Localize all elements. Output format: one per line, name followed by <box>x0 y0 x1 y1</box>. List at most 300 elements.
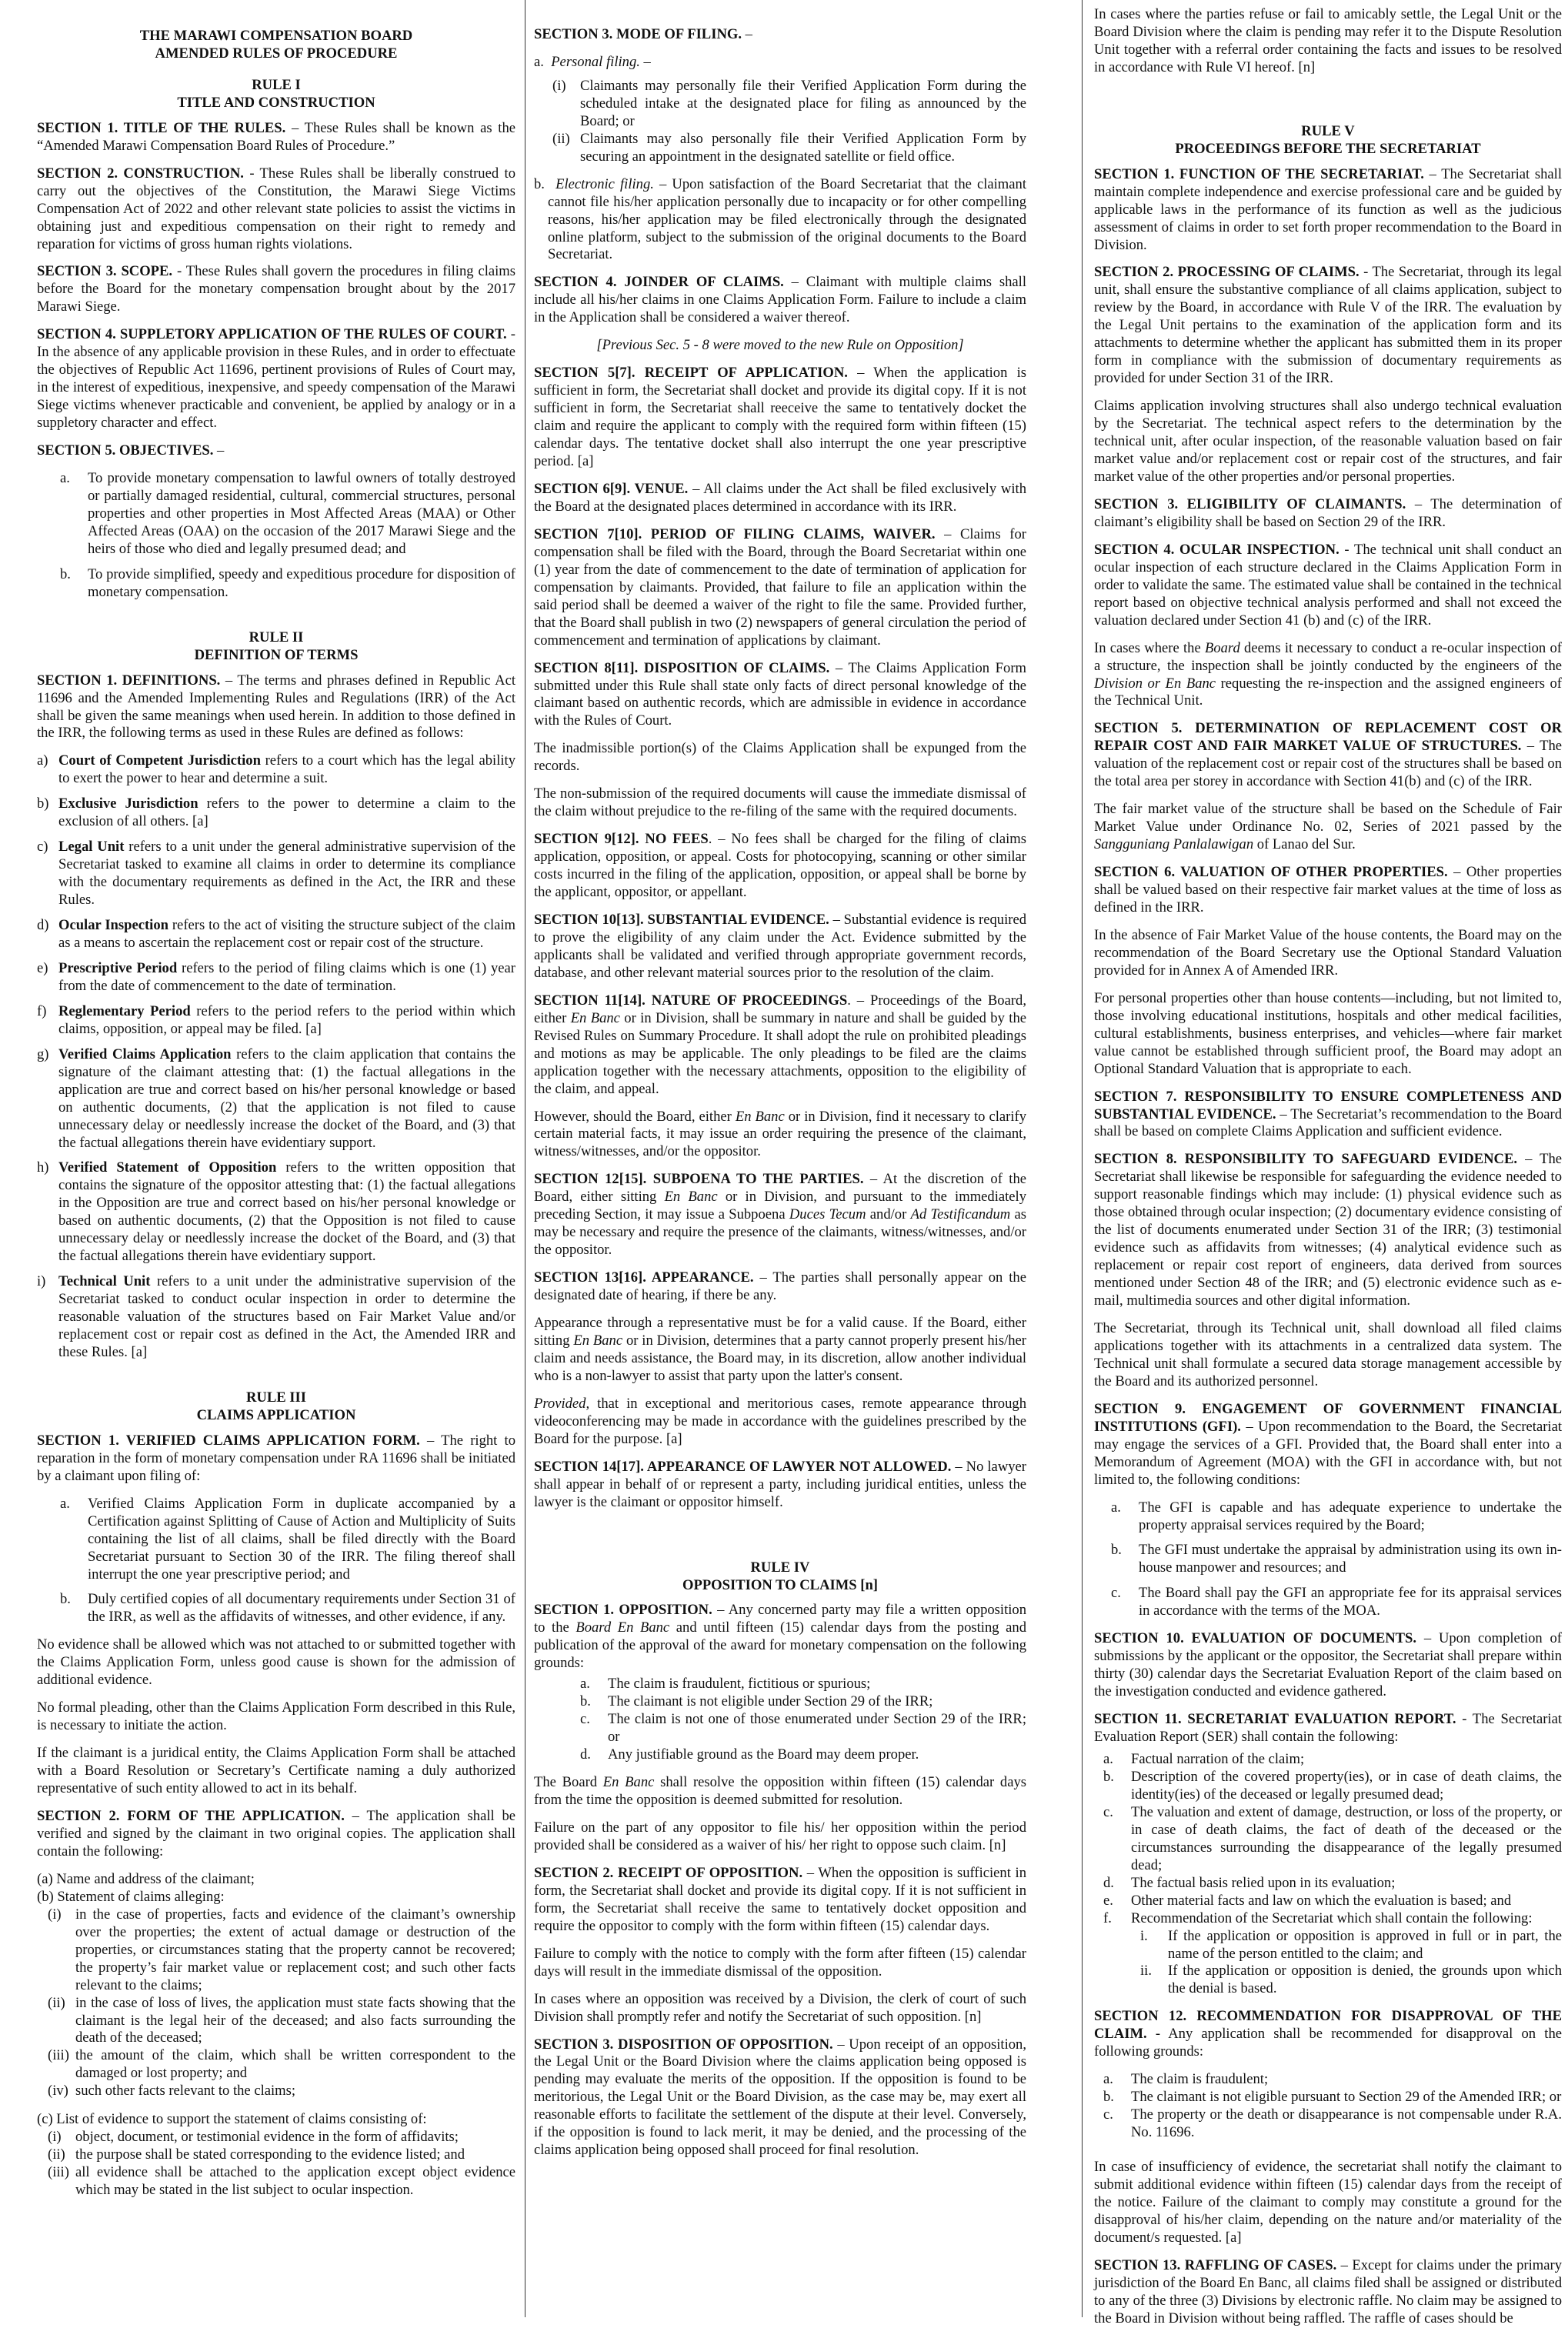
section-title: SECTION 12. RECOMMENDATION FOR DISAPPROVAL OF THE CLAIM. <box>1094 2008 1562 2043</box>
list-item-text: Description of the covered property(ies), or in case of death claims, the identity(ies) of the deceased or legally presumed dead; <box>1131 1768 1562 1803</box>
paragraph-text: of Lanao del Sur. <box>1253 836 1356 853</box>
list-marker: c) <box>37 839 48 855</box>
section-title: SECTION 2. CONSTRUCTION. <box>37 165 244 182</box>
section-body: – The right to reparation in the form of monetary compensation under RA 11696 shall be initiated by a claimant upon filing of: <box>37 1432 515 1484</box>
list-item-text: all evidence shall be attached to the application except object evidence which may be stated in the list subject to ocular inspection. <box>75 2164 515 2199</box>
section-body: - The technical unit shall conduct an ocular inspection of each structure declared in the Claims Application Form in order to validate the same. The estimated value shall be contained in the technical report based on objective technical analysis performed and shall not exceed the valuation declared under Section 41 (b) and (c) of the IRR. <box>1094 541 1562 629</box>
list-marker: (ii) <box>552 130 570 147</box>
section-title: SECTION 8[11]. DISPOSITION OF CLAIMS. <box>534 659 830 676</box>
italic-term: En Banc <box>735 1108 785 1125</box>
list-item: a. Verified Claims Application Form in duplicate accompanied by a Certification against Splitting of Cause of Action and Multiplicity of Suits containing the list of all claims, shall be filed directly with the Board Secretariat pursuant to Section 30 of the IRR. The filing thereof shall interrupt the one year prescriptive period; and <box>60 1495 515 1583</box>
rule1-section-2 <box>37 165 515 254</box>
section-body: – The Secretariat’s recommendation to the Board shall be based on complete Claims Application and sufficient evidence. <box>1094 1106 1563 1140</box>
section-body: – At the discretion of the Board, either sitting <box>534 1171 1026 1206</box>
section-body: - The Secretariat Evaluation Report (SER) shall contain the following: <box>1094 1711 1562 1746</box>
section-title: SECTION 3. SCOPE. <box>37 263 173 280</box>
rule3-section-4 <box>534 274 1026 327</box>
italic-term: Duces Tecum <box>789 1206 866 1223</box>
rule5-section-11 <box>1094 1711 1562 1746</box>
section-body: or in Division, shall be summary in nature and shall be guided by the Revised Rules on Summary Procedure. It shall adopt the rule on prohibited pleadings and motions as may be applicable. The only pleadings to be filed are the claims application together with the necessary attachments, opposition to the eligibility of the claim, and appeal. <box>534 1009 1026 1097</box>
paragraph <box>534 1774 1026 1809</box>
personal-filing: a. Personal filing. – <box>534 53 651 70</box>
section-title: SECTION 11. SECRETARIAT EVALUATION REPORT. <box>1094 1711 1456 1728</box>
rule1-section-4 <box>37 326 515 432</box>
list-item-text: The claim is fraudulent, fictitious or spurious; <box>608 1676 871 1693</box>
section-body: and/or <box>866 1206 911 1223</box>
rule-number: RULE III <box>245 1389 307 1406</box>
section-title: SECTION 1. DEFINITIONS. <box>37 672 221 689</box>
list-marker: b. <box>1103 1768 1114 1785</box>
paragraph-text: that in exceptional and meritorious cases, remote appearance through videoconferencing may be made in accordance with the guidelines prescribed by the Board for the purpose. [a] <box>534 1395 1026 1447</box>
section-title: SECTION 9. ENGAGEMENT OF GOVERNMENT FINANCIAL INSTITUTIONS (GFI). <box>1094 1400 1562 1435</box>
list-item <box>48 1906 515 1995</box>
rule3-section-5 <box>534 365 1026 471</box>
section-title: SECTION 10[13]. SUBSTANTIAL EVIDENCE. <box>534 911 829 928</box>
list-item <box>48 2047 515 2083</box>
paragraph-text: requesting the re-inspection and the assigned engineers of the Technical Unit. <box>1094 675 1562 709</box>
list-item <box>37 795 515 831</box>
list-marker: e) <box>37 959 48 976</box>
rule-5-heading <box>1094 123 1562 158</box>
list-item <box>1140 1963 1562 1998</box>
paragraph <box>1094 640 1562 711</box>
list-item <box>37 839 515 909</box>
ser-contents-list <box>1103 1751 1562 1928</box>
paragraph: In case of insufficiency of evidence, the secretariat shall notify the claimant to submit additional evidence within fifteen (15) calendar days from the receipt of the notice. Failure of the claimant to comply may constitute a ground for the disapproval of his/her claim, depending on the nature and/or materiality of the document/s requested. [a] <box>1094 2159 1562 2246</box>
section-body: – The Secretariat shall likewise be responsible for safeguarding the evidence needed to support reasonable findings which may include: (1) physical evidence such as those obtained through ocular inspection; (2) documentary evidence consisting of the list of documents enumerated under Section 31 of the IRR; (3) testimonial evidence such as affidavits from witnesses; (4) analytical evidence such as replacement or repair cost report of engineers, data derived from sources mentioned under Section 48 of the IRR; and (5) electronic evidence such as e-mail, multimedia sources and other digital information. <box>1094 1151 1562 1309</box>
rule-title: DEFINITION OF TERMS <box>194 646 359 663</box>
section-title: SECTION 9[12]. NO FEES <box>534 831 709 848</box>
section-body: – The parties shall personally appear on the designated date of hearing, if there be any. <box>534 1269 1026 1304</box>
rule-title: PROCEEDINGS BEFORE THE SECRETARIAT <box>1175 140 1481 157</box>
rule5-section-2 <box>1094 264 1562 388</box>
section-title: SECTION 4. OCULAR INSPECTION. <box>1094 541 1339 558</box>
list-marker: i. <box>1140 1927 1148 1944</box>
list-item <box>552 131 1026 166</box>
section-body: . – No fees shall be charged for the filing of claims application, opposition, or appeal. Costs for photocopying, scanning or other similar costs incurred in the filing of the application, opposition, or appeal shall be borne by the applicant, oppositor, or appellant. <box>534 831 1026 901</box>
list-item-text: in the case of loss of lives, the application must state facts showing that the claimant is the legal heir of the deceased; and also facts surrounding the death of the deceased; <box>75 1994 515 2046</box>
section-title: SECTION 3. MODE OF FILING. <box>534 26 742 42</box>
rule3-section-9 <box>534 831 1026 902</box>
list-marker: (iii) <box>48 2047 69 2064</box>
rule-number: RULE I <box>252 76 301 93</box>
list-item <box>37 917 515 952</box>
defined-term: Prescriptive Period <box>58 959 178 976</box>
section-body: – Any concerned party may file a written opposition to the <box>534 1602 1026 1636</box>
section-body: – The application shall be verified and signed by the claimant in two original copies. The application shall contain the following: <box>37 1808 516 1859</box>
list-item <box>37 1003 515 1039</box>
list-item <box>48 2083 515 2100</box>
paragraph-text: However, should the Board, either <box>534 1108 736 1125</box>
document-title <box>37 28 515 63</box>
list-item <box>48 2164 515 2200</box>
section-body: – Upon receipt of an opposition, the Legal Unit or the Board Division where the claims application being opposed is pending may evaluate the merits of the opposition. If the opposition is found to be meritorious, the Legal Unit or the Board Division, as the case may be, may exert all reasonable efforts to facilitate the settlement of the dispute at their level. Conversely, if the opposition is found to lack merit, it may be denied, and the processing of the claims application being opposed shall proceed for final resolution. <box>534 2036 1026 2159</box>
column-1 <box>37 26 515 2303</box>
list-item <box>1103 2071 1562 2089</box>
paragraph: In cases where an opposition was received by a Division, the clerk of court of such Division shall promptly refer and notify the Secretariat of such opposition. [n] <box>534 1990 1026 2025</box>
section-body: . – Proceedings of the Board, either <box>534 992 1026 1026</box>
rule-title: CLAIMS APPLICATION <box>196 1406 356 1423</box>
list-item-text: (b) Statement of claims alleging: <box>37 1888 225 1905</box>
list-item <box>552 78 1026 131</box>
list-item-text: Any justifiable ground as the Board may deem proper. <box>608 1746 919 1763</box>
section-title: SECTION 2. FORM OF THE APPLICATION. <box>37 1808 345 1825</box>
defined-term: Ocular Inspection <box>58 917 168 934</box>
column-divider <box>1082 0 1083 2317</box>
list-marker: c. <box>580 1711 590 1728</box>
list-item-text: The GFI must undertake the appraisal by administration using its own in-house manpower and resources; and <box>1139 1542 1562 1576</box>
list-marker: (iv) <box>48 2083 68 2100</box>
paragraph-text: In cases where the <box>1094 639 1205 656</box>
section-body: – When the opposition is sufficient in form, the Secretariat shall docket and provide its digital copy. If it is not sufficient in form, the Secretariat shall receive the same to tentatively docket opposition and require the oppositor to comply with the form within fifteen (15) calendar days. <box>534 1864 1027 1934</box>
list-item-text: refers to a unit under the general administrative supervision of the Secretariat tasked to examine all claims in order to determine its compliance with the documentary requirements as defined in the Act, the IRR and these Rules. <box>58 839 515 909</box>
defined-term: Verified Claims Application <box>58 1046 232 1062</box>
list-item <box>37 960 515 996</box>
rule5-section-1 <box>1094 166 1562 255</box>
list-item <box>1111 1499 1562 1535</box>
rule-number: RULE V <box>1301 122 1355 139</box>
defined-term: Reglementary Period <box>58 1002 191 1019</box>
section-body: – Claims for compensation shall be filed with the Board, through the Board Secretariat within one (1) year from the date of commencement to the date of termination of application for compensation by claimants. Provided, that failure to file an application within the said period shall be deemed a waiver of the right to file the same. Provided further, that the Board shall publish in two (2) newspapers of general circulation the period of commencement and termination of applications by claimant. <box>534 525 1026 649</box>
list-item-text: Other material facts and law on which the evaluation is based; and <box>1131 1892 1512 1909</box>
section-title: SECTION 7. RESPONSIBILITY TO ENSURE COMPLETENESS AND SUBSTANTIAL EVIDENCE. <box>1094 1088 1562 1122</box>
board-title: THE MARAWI COMPENSATION BOARD <box>139 28 413 44</box>
paragraph: Failure to comply with the notice to comply with the form after fifteen (15) calendar days will result in the immediate dismissal of the opposition. <box>534 1945 1026 1979</box>
rule5-section-13 <box>1094 2257 1562 2328</box>
rule5-section-3 <box>1094 496 1562 532</box>
list-item-text: Verified Claims Application Form in duplicate accompanied by a Certification against Splitting of Cause of Action and Multiplicity of Suits containing the list of all claims, shall be filed directly with the Board Secretariat pursuant to Section 30 of the IRR. The filing thereof shall interrupt the one year prescriptive period; and <box>88 1495 515 1583</box>
defined-term: Technical Unit <box>58 1273 151 1290</box>
application-requirements-list <box>60 1496 515 1627</box>
rule-number: RULE IV <box>750 1559 810 1576</box>
defined-term: Court of Competent Jurisdiction <box>58 752 261 769</box>
list-item-text: Claimants may also personally file their Verified Application Form by securing an appointment in the designated satellite or field office. <box>580 130 1026 165</box>
list-item <box>1103 1893 1562 1910</box>
section-body: – Substantial evidence is required to prove the eligibility of any claim under the Act. Evidence submitted by the applicants shall be validated and verified through appropriate government records, database, and other relevant material sources prior to the resolution of the claim. <box>534 911 1027 981</box>
section-title: SECTION 5. OBJECTIVES. <box>37 442 214 459</box>
list-item-text: refers to a court which has the legal ability to exert the power to hear and determine a suit. <box>58 752 515 787</box>
moved-sections-note: [Previous Sec. 5 - 8 were moved to the new Rule on Opposition] <box>596 337 964 354</box>
section-body: – <box>741 26 752 42</box>
section-title: SECTION 4. SUPPLETORY APPLICATION OF THE RULES OF COURT. <box>37 326 507 343</box>
rule3-section-3 <box>534 26 1026 44</box>
opposition-grounds-list <box>580 1676 1026 1764</box>
list-item-text: To provide monetary compensation to lawful owners of totally destroyed or partially damaged residential, cultural, commercial structures, personal properties and other properties in Most Affected Areas (MAA) or Other Affected Areas (OAA) on the occasion of the 2017 Marawi Siege and the heirs of those who died and legally presumed dead; and <box>88 470 515 557</box>
rule4-section-2 <box>534 1865 1026 1936</box>
rule5-section-6 <box>1094 864 1562 917</box>
list-item-text: in the case of properties, facts and evidence of the claimant’s ownership over the properties; the extent of actual damage or destruction of the properties, or circumstances stating that the property cannot be recovered; the property’s fair market value or replacement cost; and such other facts relevant to the claims; <box>75 1906 515 1993</box>
rule-title: OPPOSITION TO CLAIMS [n] <box>682 1576 878 1593</box>
section-body: – Upon recommendation to the Board, the Secretariat may engage the services of a GFI. Provided that, the Board shall enter into a Memorandum of Agreement (MOA) with the GFI in accordance with, but not limited to, the following conditions: <box>1094 1418 1562 1488</box>
section-title: SECTION 13[16]. APPEARANCE. <box>534 1269 754 1286</box>
section-body: – The Secretariat shall maintain complete independence and exercise professional care and be guided by applicable laws in the performance of its function as well as the judicious assessment of claims in order to set forth proper recommendation to the Board in Division. <box>1094 165 1562 253</box>
list-item <box>1103 1910 1562 1928</box>
rule3-section-8 <box>534 660 1026 731</box>
list-marker: a. <box>1103 1751 1113 1768</box>
list-marker: f. <box>1103 1909 1112 1926</box>
paragraph-text: The fair market value of the structure shall be based on the Schedule of Fair Market Value under Ordinance No. 02, Series of 2021 passed by the <box>1094 801 1562 835</box>
list-marker: b) <box>37 795 49 812</box>
list-item-text: To provide simplified, speedy and expeditious procedure for disposition of monetary compensation. <box>88 565 515 600</box>
list-item-text: refers to the act of visiting the structure subject of the claim as a means to ascertain the replacement cost or repair cost of the structure. <box>58 917 515 951</box>
rule3-section-14 <box>534 1459 1026 1512</box>
list-item-text: refers to a unit under the administrative supervision of the Secretariat tasked to conduct ocular inspection in order to determine the reasonable valuation of the structures based on Fair Market Value and/or replacement cost or repair cost as defined in the Act, the Amended IRR and these Rules. [a] <box>58 1273 515 1360</box>
section-title: SECTION 3. DISPOSITION OF OPPOSITION. <box>534 2036 833 2053</box>
italic-term: Sangguniang Panlalawigan <box>1094 836 1254 853</box>
rule3-section-11 <box>534 992 1026 1099</box>
list-item <box>37 1273 515 1362</box>
list-item <box>48 2146 515 2164</box>
list-marker: ii. <box>1140 1963 1152 1979</box>
rule-title: TITLE AND CONSTRUCTION <box>177 94 375 111</box>
list-item-text: such other facts relevant to the claims; <box>75 2083 296 2100</box>
definitions-list <box>37 752 515 1362</box>
section-title: SECTION 6[9]. VENUE. <box>534 480 689 497</box>
list-item-text: If the application or opposition is denied, the grounds upon which the denial is based. <box>1168 1963 1562 1997</box>
rule3-section-6 <box>534 481 1026 516</box>
rule-1-heading <box>37 77 515 112</box>
list-marker: a. <box>580 1676 590 1693</box>
section-body: – <box>213 442 225 459</box>
rule5-section-7 <box>1094 1089 1562 1142</box>
list-item <box>37 1159 515 1266</box>
section-body: - In the absence of any applicable provision in these Rules, and in order to effectuate the objectives of Republic Act 11696, pertinent provisions of Rules of Court may, in the interest of expeditious, inexpensive, and speedy compensation of the Marawi Siege victims whenever practicable and convenient, be applied by analogy or in a suppletory character and effect. <box>37 326 516 432</box>
personal-filing-list <box>552 78 1026 166</box>
section-body: - Any application shall be recommended for disapproval on the following grounds: <box>1094 2026 1562 2060</box>
list-marker: (i) <box>48 2129 62 2146</box>
section-body: – Other properties shall be valued based on their respective fair market values at the time of loss as defined in the IRR. <box>1094 864 1562 916</box>
list-marker: b. <box>1103 2089 1114 2106</box>
list-marker: (ii) <box>48 2146 65 2163</box>
paragraph-text: or in Division, determines that a party cannot properly present his/her claim and needs assistance, the Board may, in its discretion, allow another individual who is a non-lawyer to assist that party upon the latter's consent. <box>534 1332 1026 1384</box>
list-item <box>48 1995 515 2048</box>
section-body: as may be necessary and require the presence of the claimants, witness/witnesses, and/or the oppositor. <box>534 1206 1026 1259</box>
list-item-text: refers to the power to determine a claim to the exclusion of all others. [a] <box>58 795 516 830</box>
list-item <box>1111 1585 1562 1620</box>
list-item <box>1103 2089 1562 2106</box>
list-item-text: The valuation and extent of damage, destruction, or loss of the property, or in case of death claims, the fact of death of the deceased or the circumstances surrounding the disappearance of the legally presumed dead; <box>1131 1803 1562 1873</box>
italic-term: En Banc <box>602 1774 655 1791</box>
section-body: – Except for claims under the primary jurisdiction of the Board En Banc, all claims filed shall be assigned or distributed to any of the three (3) Divisions by electronic raffle. No claim may be assigned to the Board in Division without being raffled. The raffle of cases should be <box>1094 2256 1562 2326</box>
list-marker: i) <box>37 1273 46 1290</box>
list-item-text: the amount of the claim, which shall be written correspondent to the damaged or lost property; and <box>75 2047 515 2082</box>
paragraph <box>534 1109 1026 1162</box>
section-title: SECTION 5. DETERMINATION OF REPLACEMENT COST OR REPAIR COST AND FAIR MARKET VALUE OF STRUCTURES. <box>1094 720 1562 755</box>
list-marker: d. <box>1103 1874 1114 1891</box>
section-title: SECTION 1. TITLE OF THE RULES. <box>37 119 286 136</box>
list-item-text: object, document, or testimonial evidence in the form of affidavits; <box>75 2129 459 2146</box>
list-marker: b. <box>1111 1542 1122 1559</box>
section-title: SECTION 12[15]. SUBPOENA TO THE PARTIES. <box>534 1171 864 1188</box>
paragraph-text: The Board <box>534 1774 603 1791</box>
paragraph: For personal properties other than house contents—including, but not limited to, those involving educational institutions, hospitals and other medical facilities, cultural establishments, business enterprises, and vehicles—where fair market value cannot be established through sufficient proof, the Board may adopt an Optional Standard Valuation that is appropriate to each. <box>1094 989 1562 1077</box>
list-item <box>1103 1804 1562 1875</box>
evidence-list <box>48 2129 515 2200</box>
list-marker: c. <box>1103 1803 1113 1820</box>
list-marker: e. <box>1103 1892 1113 1909</box>
list-item <box>580 1746 1026 1764</box>
italic-term: En Banc <box>570 1009 620 1026</box>
rule3-section-1 <box>37 1432 515 1486</box>
rule5-section-4 <box>1094 542 1562 630</box>
list-item <box>1103 1769 1562 1804</box>
list-item-text: The factual basis relied upon in its evaluation; <box>1131 1874 1396 1891</box>
italic-term: En Banc <box>664 1189 718 1206</box>
italic-term: Board <box>1204 639 1240 656</box>
personal-filing-tail: – <box>639 53 651 70</box>
section-title: SECTION 4. JOINDER OF CLAIMS. <box>534 274 784 291</box>
list-item-text: Duly certified copies of all documentary requirements under Section 31 of the IRR, as well as the affidavits of witnesses, and other evidence, if any. <box>88 1591 515 1626</box>
list-marker: a. <box>1111 1499 1121 1516</box>
rules-title: AMENDED RULES OF PROCEDURE <box>155 45 398 62</box>
list-marker: (i) <box>552 77 566 94</box>
section-title: SECTION 11[14]. NATURE OF PROCEEDINGS <box>534 992 848 1009</box>
list-item-text: Recommendation of the Secretariat which shall contain the following: <box>1131 1909 1533 1926</box>
paragraph: In cases where the parties refuse or fail to amicably settle, the Legal Unit or the Board Division where the claim is pending may refer it to the Dispute Resolution Unit together with a referral order containing the facts and issues to be resolved in accordance with Rule VI hereof. [n] <box>1094 6 1562 75</box>
section-body: – These Rules shall be known as the “Amended Marawi Compensation Board Rules of Procedure.” <box>37 119 515 154</box>
paragraph-text: shall resolve the opposition within fifteen (15) calendar days from the time the opposition is deemed submitted for resolution. <box>534 1774 1026 1809</box>
list-item-text: The claim is fraudulent; <box>1131 2071 1269 2088</box>
ser-recommendation-list <box>1140 1928 1562 1999</box>
list-item-text: The claimant is not eligible pursuant to Section 29 of the Amended IRR; or <box>1131 2089 1562 2106</box>
section-body: and until fifteen (15) calendar days from the posting and publication of the approval of the award for monetary compensation on the following grounds: <box>534 1619 1026 1672</box>
objectives-list <box>60 470 515 602</box>
list-item <box>1111 1542 1562 1577</box>
column-2 <box>534 26 1026 2303</box>
list-item <box>1103 1751 1562 1769</box>
italic-term: Provided, <box>534 1395 590 1412</box>
statement-of-claims-list <box>48 1906 515 2100</box>
list-item-text: If the application or opposition is approved in full or in part, the name of the person entitled to the claim; and <box>1168 1927 1562 1962</box>
paragraph: No formal pleading, other than the Claims Application Form described in this Rule, is necessary to initiate the action. <box>37 1699 515 1734</box>
list-item-text: The claim is not one of those enumerated under Section 29 of the IRR; or <box>608 1711 1026 1746</box>
italic-term: Ad Testificandum <box>910 1206 1011 1223</box>
list-marker: h) <box>37 1159 49 1176</box>
list-item-text: Factual narration of the claim; <box>1131 1751 1305 1768</box>
italic-term: Board En Banc <box>575 1619 670 1636</box>
paragraph: Failure on the part of any oppositor to file his/ her opposition within the period provided shall be considered as a waiver of his/ her right to oppose such claim. [n] <box>534 1819 1026 1853</box>
list-marker: d. <box>580 1746 591 1763</box>
list-item <box>580 1711 1026 1746</box>
list-marker: a. <box>1103 2071 1113 2088</box>
rule5-section-10 <box>1094 1630 1562 1701</box>
section-title: SECTION 6. VALUATION OF OTHER PROPERTIES. <box>1094 864 1448 881</box>
section-title: SECTION 1. FUNCTION OF THE SECRETARIAT. <box>1094 165 1424 182</box>
section-body: – The determination of claimant’s eligibility shall be based on Section 29 of the IRR. <box>1094 495 1562 530</box>
paragraph: Claims application involving structures shall also undergo technical evaluation by the Secretariat. The technical aspect refers to the determination by the technical unit, after ocular inspection, of the reasonable valuation based on fair market value and/or replacement cost or repair cost of the structures, and fair market value of the other properties and/or personal properties. <box>1094 398 1562 485</box>
paragraph: If the claimant is a juridical entity, the Claims Application Form shall be attached with a Board Resolution or Secretary’s Certificate naming a duly authorized representative of such entity allowed to act in its behalf. <box>37 1745 515 1797</box>
list-item-text: (c) List of evidence to support the statement of claims consisting of: <box>37 2111 427 2128</box>
section-body: - The Secretariat, through its legal unit, shall ensure the substantive compliance of all claims application, subject to review by the Board, in accordance with Rule V of the IRR. The evaluation by the Legal Unit pertains to the examination of the application form and its attachments to determine whether the applicant has submitted them in its proper form in compliance with the submission of documentary requirements as provided for under Section 31 of the IRR. <box>1094 264 1562 387</box>
rule3-section-12 <box>534 1171 1026 1259</box>
rule3-section-2 <box>37 1808 515 1861</box>
section-title: SECTION 1. OPPOSITION. <box>534 1602 712 1619</box>
list-item-text: The GFI is capable and has adequate experience to undertake the property appraisal services required by the Board; <box>1139 1499 1562 1533</box>
list-item <box>37 752 515 788</box>
section-title: SECTION 14[17]. APPEARANCE OF LAWYER NOT ALLOWED. <box>534 1458 952 1475</box>
section-title: SECTION 2. RECEIPT OF OPPOSITION. <box>534 1864 803 1881</box>
paragraph-text: Appearance through a representative must be for a valid cause. If the Board, either sitting <box>534 1315 1026 1349</box>
rule-3-heading <box>37 1389 515 1425</box>
list-item-text: (a) Name and address of the claimant; <box>37 1870 255 1887</box>
rule1-section-5 <box>37 442 515 460</box>
list-marker: c. <box>1111 1585 1121 1602</box>
section-title: SECTION 13. RAFFLING OF CASES. <box>1094 2256 1337 2273</box>
paragraph-text: or in Division, find it necessary to clarify certain material facts, it may issue an order requiring the presence of the claimant, witness/witnesses, and/or the oppositor. <box>534 1108 1027 1160</box>
defined-term: Verified Statement of Opposition <box>58 1159 277 1176</box>
column-3 <box>1094 6 1563 2326</box>
section-body: - These Rules shall be liberally construed to carry out the objectives of the Constitution, the Marawi Siege Victims Compensation Act of 2022 and other relevant state policies to assist the victims in obtaining just and expeditious compensation on their right to remedy and reparation for victims of gross human rights violations. <box>37 165 515 252</box>
section-body: – The terms and phrases defined in Republic Act 11696 and the Amended Implementing Rules and Regulations (IRR) of the Act shall be given the same meanings when used herein. In addition to those defined in the IRR, the following terms as used in these Rules are defined as follows: <box>37 672 516 742</box>
section-body: – The Claims Application Form submitted under this Rule shall state only facts of direct personal knowledge of the claimant based on authentic records, which are admissible in evidence in accordance with the Rules of Court. <box>534 659 1026 729</box>
list-item-text: refers to the claim application that contains the signature of the claimant attesting that: (1) the factual allegations in the application are true and correct based on his/her personal knowledge or based on authentic documents, (2) that the application is not filed to cause unnecessary delay or needlessly increase the docket of the Board, and (3) that the factual allegations therein have evidentiary support. <box>58 1046 516 1151</box>
electronic-filing-label: Electronic filing. <box>555 175 654 192</box>
section-body: – No lawyer shall appear in behalf of or represent a party, including juridical entities, unless the lawyer is the claimant or oppositor himself. <box>534 1458 1026 1510</box>
list-marker: f) <box>37 1002 47 1019</box>
list-marker: b. <box>580 1693 591 1710</box>
list-item: b. Duly certified copies of all documentary requirements under Section 31 of the IRR, as well as the affidavits of witnesses, and other evidence, if any. <box>60 1591 515 1626</box>
list-marker: a) <box>37 752 48 769</box>
section-body: – The valuation of the replacement cost or repair cost of the structures shall be based on the total area per storey in accordance with Section 41(b) and (c) of the IRR. <box>1094 738 1562 790</box>
rule5-section-5 <box>1094 720 1562 791</box>
list-marker: g) <box>37 1046 49 1062</box>
defined-term: Legal Unit <box>58 839 125 855</box>
list-item <box>1103 1875 1562 1893</box>
list-item-text: Claimants may personally file their Verified Application Form during the scheduled intake at the designated place for filing as announced by the Board; or <box>580 77 1026 129</box>
section-body: or in Division, and pursuant to the immediately preceding Section, it may issue a Subpoena <box>534 1189 1027 1223</box>
list-item-text: The Board shall pay the GFI an appropriate fee for its appraisal services in accordance with the terms of the MOA. <box>1139 1585 1562 1619</box>
section-body: – Claimant with multiple claims shall include all his/her claims in one Claims Application Form. Failure to include a claim in the Application shall be considered a waiver thereof. <box>534 274 1026 326</box>
rule-4-heading <box>534 1559 1026 1595</box>
list-marker: c. <box>1103 2106 1113 2123</box>
rule-number: RULE II <box>249 629 304 645</box>
section-title: SECTION 7[10]. PERIOD OF FILING CLAIMS, WAIVER. <box>534 525 936 542</box>
section-body: – Upon completion of submissions by the applicant or the oppositor, the Secretariat shall prepare within thirty (30) calendar days the Secretariat Evaluation Report of the claim based on the investigation conducted and evidence gathered. <box>1094 1630 1562 1700</box>
paragraph <box>1094 801 1562 854</box>
rule5-section-8 <box>1094 1151 1562 1310</box>
list-item-text: refers to the written opposition that contains the signature of the oppositor attesting that: (1) the factual allegations in the Opposition are true and correct based on his/her personal knowledge or based on authentic documents, (2) that the Opposition is not filed to cause unnecessary delay or needlessly increase the docket of the Board, and (3) that the factual allegations therein have evidentiary support. <box>58 1159 515 1265</box>
section-title: SECTION 3. ELIGIBILITY OF CLAIMANTS. <box>1094 495 1406 512</box>
rule5-section-12 <box>1094 2008 1562 2061</box>
paragraph <box>534 1315 1026 1386</box>
rule4-section-1 <box>534 1602 1026 1673</box>
list-marker: (ii) <box>48 1994 65 2011</box>
list-item: a. To provide monetary compensation to lawful owners of totally destroyed or partially damaged residential, cultural, commercial structures, personal properties and other properties in Most Affected Areas (MAA) or Other Affected Areas (OAA) on the occasion of the 2017 Marawi Siege and the heirs of those who died and legally presumed dead; and <box>60 470 515 557</box>
list-item <box>48 2129 515 2146</box>
list-item-text: refers to the period refers to the period within which claims, opposition, or appeal may be filed. [a] <box>58 1002 515 1037</box>
disapproval-grounds-list <box>1103 2071 1562 2142</box>
rule1-section-1 <box>37 120 515 155</box>
section-title: SECTION 8. RESPONSIBILITY TO SAFEGUARD EVIDENCE. <box>1094 1151 1518 1168</box>
list-item <box>1103 2106 1562 2142</box>
paragraph <box>534 1396 1026 1449</box>
paragraph: The Secretariat, through its Technical unit, shall download all filed claims applications together with its attachments in a centralized data system. The Technical unit shall formulate a secured data storage management accessible by the Board and its authorized personnel. <box>1094 1320 1562 1389</box>
section-title: SECTION 10. EVALUATION OF DOCUMENTS. <box>1094 1630 1417 1647</box>
list-item <box>37 1046 515 1152</box>
paragraph-text: deems it necessary to conduct a re-ocular inspection of a structure, the inspection shall be jointly conducted by the engineers of the <box>1094 639 1562 674</box>
personal-filing-label: Personal filing. <box>551 53 640 70</box>
rule3-section-7 <box>534 526 1026 650</box>
gfi-conditions-list <box>1111 1499 1562 1621</box>
rule3-section-13 <box>534 1269 1026 1305</box>
list-marker: d) <box>37 917 49 934</box>
section-title: SECTION 2. PROCESSING OF CLAIMS. <box>1094 264 1359 281</box>
section-title: SECTION 1. VERIFIED CLAIMS APPLICATION FORM. <box>37 1432 420 1449</box>
list-marker: (iii) <box>48 2164 69 2181</box>
list-item-text: The claimant is not eligible under Section 29 of the IRR; <box>608 1693 933 1710</box>
defined-term: Exclusive Jurisdiction <box>58 795 199 812</box>
list-item <box>580 1676 1026 1693</box>
